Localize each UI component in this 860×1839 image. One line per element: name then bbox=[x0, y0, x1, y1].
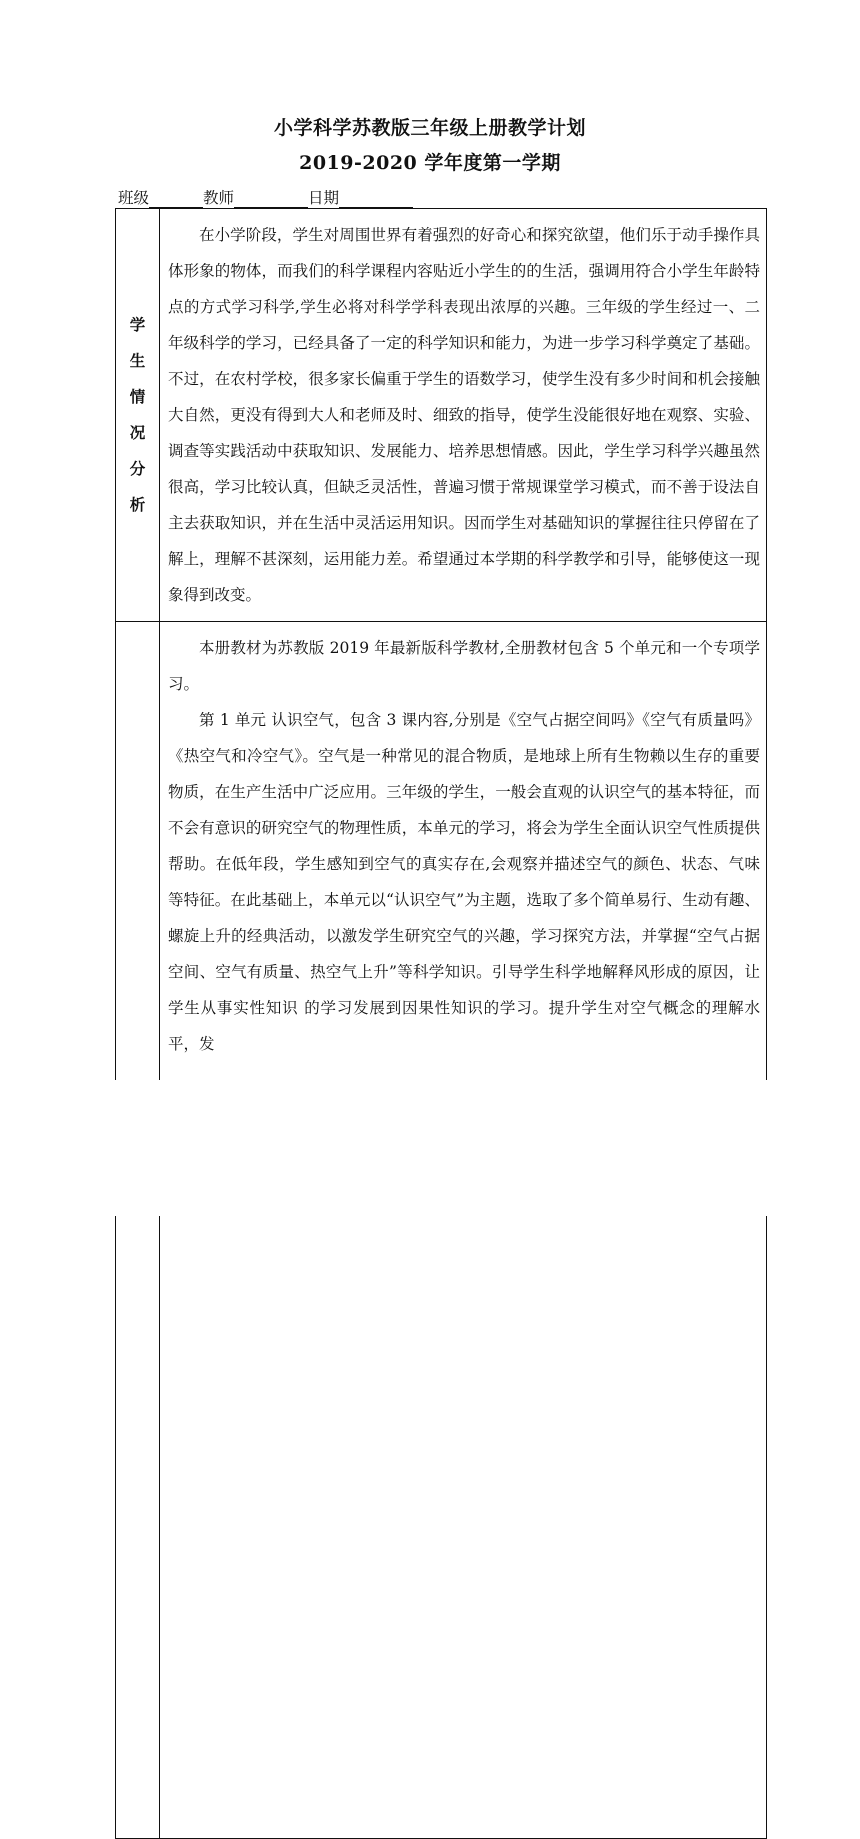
info-line bbox=[118, 186, 413, 208]
date-label: 日期 bbox=[308, 189, 340, 207]
teacher-label: 教师 bbox=[203, 189, 235, 207]
teacher-blank bbox=[234, 189, 308, 208]
textbook-analysis-content bbox=[160, 622, 767, 1839]
section-label-textbook bbox=[116, 622, 160, 1839]
class-label: 班级 bbox=[118, 189, 150, 207]
class-blank bbox=[149, 189, 203, 208]
paragraph: 第 1 单元 认识空气，包含 3 课内容,分别是《空气占据空间吗》《空气有质量吗》《热空气和冷空气》。空气是一种常见的混合物质，是地球上所有生物赖以生存的重要物质，在生产生活中广泛应用。三年级的学生，一般会直观的认识空气的基本特征，而不会有意识的研究空气的物理性质，本单元的学习，将会为学生全面认识空气性质提供帮助。在低年段，学生感知到空气的真实存在,会观察并描述空气的颜色、状态、气味等特征。在此基础上，本单元以“认识空气”为主题，选取了多个简单易行、生动有趣、螺旋上升的经典活动，以激发学生研究空气的兴趣，学习探究方法，并掌握“空气占据空间、空气有质量、热空气上升”等科学知识。引导学生科学地解释风形成的原因，让学生从事实性知识 的学习发展到因果性知识的学习。提升学生对空气概念的理解水平，发 bbox=[168, 711, 760, 1053]
date-blank bbox=[339, 189, 413, 208]
document-subtitle: 2019-2020 学年度第一学期 bbox=[299, 152, 561, 174]
student-analysis-content bbox=[160, 209, 767, 622]
table-row bbox=[116, 622, 767, 1839]
table-row bbox=[116, 209, 767, 622]
section-label-student-analysis: 学 生 情 况 分 析 bbox=[116, 209, 160, 622]
page-bottom-margin bbox=[0, 1080, 860, 1216]
paragraph: 在小学阶段，学生对周围世界有着强烈的好奇心和探究欲望，他们乐于动手操作具体形象的物体，而我们的科学课程内容贴近小学生的的生活，强调用符合小学生年龄特点的方式学习科学,学生必将对科学学科表现出浓厚的兴趣。三年级的学生经过一、二年级科学的学习，已经具备了一定的科学知识和能力，为进一步学习科学奠定了基础。不过，在农村学校，很多家长偏重于学生的语数学习，使学生没有多少时间和机会接触大自然，更没有得到大人和老师及时、细致的指导，使学生没能很好地在观察、实验、调查等实践活动中获取知识、发展能力、培养思想情感。因此，学生学习科学兴趣虽然很高，学习比较认真，但缺乏灵活性，普遍习惯于常规课堂学习模式，而不善于设法自主去获取知识，并在生活中灵活运用知识。因而学生对基础知识的掌握往往只停留在了解上，理解不甚深刻，运用能力差。希望通过本学期的科学教学和引导，能够使这一现象得到改变。 bbox=[168, 226, 760, 604]
document-title: 小学科学苏教版三年级上册教学计划 bbox=[273, 117, 586, 139]
paragraph: 本册教材为苏教版 2019 年最新版科学教材,全册教材包含 5 个单元和一个专项学习。 bbox=[168, 639, 760, 693]
plan-table bbox=[115, 208, 767, 1839]
